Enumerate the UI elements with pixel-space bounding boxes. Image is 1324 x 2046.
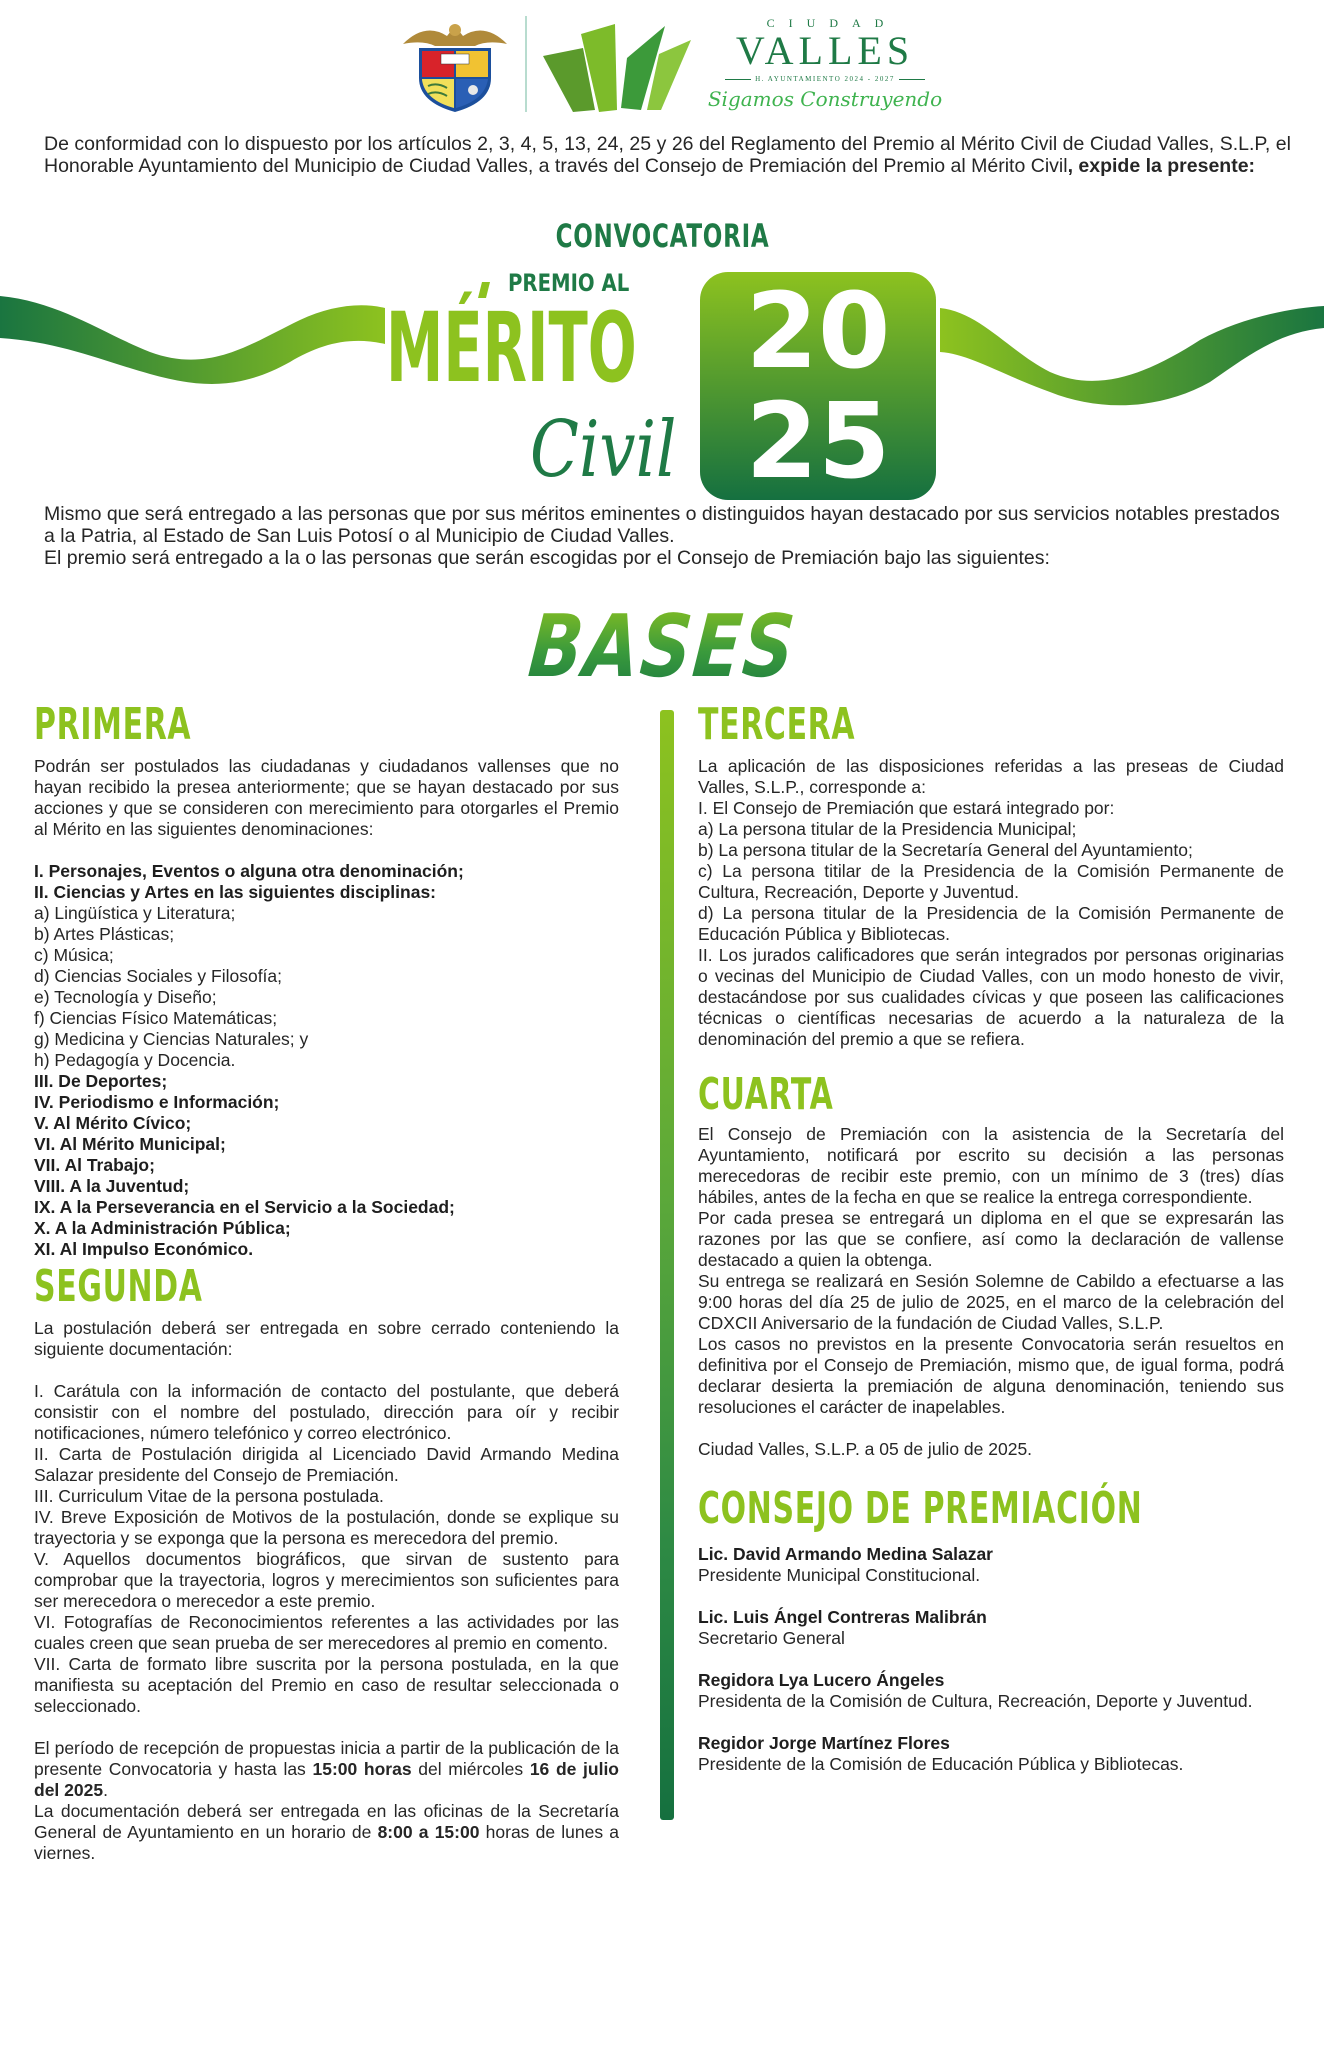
denomination-item: a) Lingüística y Literatura; [34, 903, 236, 923]
intro-text: De conformidad con lo dispuesto por los artículos 2, 3, 4, 5, 13, 24, 25 y 26 del Reglamento del Premio al Mérito Civil de Ciudad Valles, S.L.P, el Honorable Ayuntamiento del Municipio de Ciudad Valles, a través del Consejo de Premiación del Premio al Mérito Civil [44, 133, 1291, 177]
segunda-title-text: SEGUNDA [34, 1261, 203, 1312]
segunda-intro: La postulación deberá ser entregada en sobre cerrado conteniendo la siguiente documentación: [34, 1318, 619, 1359]
denomination-item: VIII. A la Juventud; [34, 1176, 190, 1196]
section-tercera [698, 700, 1284, 1050]
period-text: El período de recepción de propuestas inicia a partir de la publicación de la presente Convocatoria y hasta las [34, 1738, 619, 1779]
section-consejo [698, 1484, 1284, 1775]
cuarta-title-text: CUARTA [698, 1069, 834, 1120]
office-text: horas de lunes a viernes. [34, 1822, 619, 1863]
member-role: Presidente de la Comisión de Educación Pública y Bibliotecas. [698, 1754, 1184, 1774]
mid-paragraph [44, 503, 1291, 569]
denomination-item: e) Tecnología y Diseño; [34, 987, 217, 1007]
period-deadline-date: 16 de julio del 2025 [34, 1759, 619, 1800]
denomination-item: d) Ciencias Sociales y Filosofía; [34, 966, 283, 986]
year-bottom: 25 [745, 380, 891, 502]
convocatoria-title [0, 214, 1324, 258]
tercera-paragraph: a) La persona titular de la Presidencia Municipal; [698, 819, 1077, 839]
document-item: VI. Fotografías de Reconocimientos referentes a las actividades por las cuales creen que sean prueba de ser merecedores al premio en comento. [34, 1612, 619, 1653]
municipal-coat-of-arms-icon [395, 14, 515, 114]
member-role: Presidenta de la Comisión de Cultura, Recreación, Deporte y Juventud. [698, 1691, 1253, 1711]
cuarta-paragraph: Su entrega se realizará en Sesión Solemne de Cabildo a efectuarse a las 9:00 horas del día 25 de julio de 2025, en el marco de la celebración del CDXCII Aniversario de la fundación de Ciudad Valles, S.L.P. [698, 1271, 1284, 1333]
member-name: Lic. David Armando Medina Salazar [698, 1544, 993, 1564]
merito-label: MÉRITO [386, 292, 637, 404]
tercera-paragraph: La aplicación de las disposiciones referidas a las preseas de Ciudad Valles, S.L.P., corresponde a: [698, 756, 1284, 797]
period-text: del miércoles [411, 1759, 530, 1779]
consejo-member [698, 1733, 1284, 1775]
tercera-paragraph: II. Los jurados calificadores que serán integrados por personas originarias o vecinas del Municipio de Ciudad Valles, con un modo honesto de vivir, destacándose por sus cualidades cívicas y que poseen las calificaciones técnicas o científicas necesarias de acuerdo a la naturaleza de la denominación del premio a que se refiera. [698, 945, 1284, 1049]
premio-al-label: PREMIO AL [508, 269, 630, 297]
primera-denominations-list [34, 861, 619, 1260]
primera-title-text: PRIMERA [34, 699, 192, 750]
primera-intro: Podrán ser postulados las ciudadanas y ciudadanos vallenses que no hayan recibido la presea anteriormente; que se hayan destacado por sus acciones y que se consideren con merecimiento para otorgarles el Premio al Mérito en las siguientes denominaciones: [34, 756, 619, 839]
civil-script: Civil [530, 405, 677, 495]
denomination-item: V. Al Mérito Cívico; [34, 1113, 192, 1133]
office-hours [34, 1801, 619, 1864]
denomination-item: X. A la Administración Pública; [34, 1218, 291, 1238]
document-item: IV. Breve Exposición de Motivos de la postulación, donde se explique su trayectoria y se exponga que la persona es merecedora del premio. [34, 1507, 619, 1548]
document-item: II. Carta de Postulación dirigida al Licenciado David Armando Medina Salazar presidente del Consejo de Premiación. [34, 1444, 619, 1485]
denomination-item: VII. Al Trabajo; [34, 1155, 155, 1175]
logo-divider [525, 16, 527, 112]
document-item: V. Aquellos documentos biográficos, que sirvan de sustento para comprobar que la trayectoria, logros y merecimientos son suficientes para ser merecedora o merecedor a este premio. [34, 1549, 619, 1611]
document-item: I. Carátula con la información de contacto del postulante, que deberá consistir con el nombre del postulado, dirección para oír y recibir notificaciones, número telefónico y correo electrónico. [34, 1381, 619, 1443]
denomination-item: XI. Al Impulso Económico. [34, 1239, 254, 1259]
consejo-members-list [698, 1544, 1284, 1775]
denomination-item: IX. A la Perseverancia en el Servicio a la Sociedad; [34, 1197, 455, 1217]
consejo-member [698, 1607, 1284, 1649]
section-cuarta [698, 1070, 1284, 1460]
member-role: Presidente Municipal Constitucional. [698, 1565, 981, 1585]
right-column [698, 700, 1284, 1775]
tercera-paragraph: c) La persona titilar de la Presidencia de la Comisión Permanente de Cultura, Recreación, Deporte y Juventud. [698, 861, 1284, 902]
tercera-title [698, 700, 1284, 750]
denomination-item: h) Pedagogía y Docencia. [34, 1050, 236, 1070]
valles-wordmark [695, 14, 955, 114]
denomination-item: II. Ciencias y Artes en las siguientes disciplinas: [34, 882, 437, 902]
member-name: Regidora Lya Lucero Ángeles [698, 1670, 945, 1690]
logo-ayuntamiento: H. AYUNTAMIENTO 2024 - 2027 [695, 74, 955, 84]
denomination-item: g) Medicina y Ciencias Naturales; y [34, 1029, 309, 1049]
intro-paragraph [44, 133, 1291, 177]
bases-title-text: BASES [524, 597, 800, 697]
segunda-title [34, 1262, 619, 1312]
year-box [700, 272, 936, 500]
mid-line-2: El premio será entregado a la o las personas que serán escogidas por el Consejo de Premiación bajo las siguientes: [44, 547, 1050, 569]
valles-leaves-logo-icon [543, 18, 693, 114]
tercera-paragraph: d) La persona titular de la Presidencia de la Comisión Permanente de Educación Pública y Bibliotecas. [698, 903, 1284, 944]
member-name: Lic. Luis Ángel Contreras Malibrán [698, 1607, 987, 1627]
office-text: La documentación deberá ser entregada en las oficinas de la Secretaría General de Ayuntamiento en un horario de [34, 1801, 619, 1842]
reception-period [34, 1738, 619, 1801]
period-deadline-hour: 15:00 horas [312, 1759, 412, 1779]
left-column [34, 700, 619, 1864]
document-item: VII. Carta de formato libre suscrita por la persona postulada, en la que manifiesta su aceptación del Premio en caso de resultar seleccionada o seleccionado. [34, 1654, 619, 1716]
cuarta-paragraph: El Consejo de Premiación con la asistencia de la Secretaría del Ayuntamiento, notificará por escrito su decisión a las personas merecedoras de recibir este premio, con un mínimo de 3 (tres) días hábiles, antes de la fecha en que se realice la entrega correspondiente. [698, 1124, 1284, 1207]
tercera-title-text: TERCERA [698, 699, 856, 750]
intro-text-end: , expide la presente: [1067, 155, 1256, 177]
denomination-item: I. Personajes, Eventos o alguna otra denominación; [34, 861, 464, 881]
primera-title [34, 700, 619, 750]
consejo-title [698, 1484, 1284, 1534]
section-segunda [34, 1262, 619, 1864]
year-top: 20 [745, 270, 891, 392]
convocatoria-title-text: CONVOCATORIA [555, 217, 769, 255]
logo-valles: VALLES [735, 28, 915, 73]
denomination-item: III. De Deportes; [34, 1071, 168, 1091]
premio-merito-civil-banner [0, 262, 1324, 502]
logo-ciudad: CIUDAD [766, 16, 898, 30]
place-and-date: Ciudad Valles, S.L.P. a 05 de julio de 2025. [698, 1439, 1033, 1459]
banner-title-group [380, 262, 696, 502]
cuarta-title [698, 1070, 1284, 1120]
section-primera [34, 700, 619, 1260]
denomination-item: f) Ciencias Físico Matemáticas; [34, 1008, 278, 1028]
tercera-paragraph: I. El Consejo de Premiación que estará integrado por: [698, 798, 1115, 818]
denomination-item: VI. Al Mérito Municipal; [34, 1134, 226, 1154]
office-hours-range: 8:00 a 15:00 [377, 1822, 480, 1842]
ribbon-left [0, 296, 385, 384]
tercera-paragraph: b) La persona titular de la Secretaría General del Ayuntamiento; [698, 840, 1193, 860]
segunda-documents-list [34, 1381, 619, 1717]
logo-slogan: Sigamos Construyendo [707, 87, 943, 111]
header-logos [395, 14, 955, 114]
consejo-title-text: CONSEJO DE PREMIACIÓN [698, 1483, 1143, 1534]
member-role: Secretario General [698, 1628, 845, 1648]
bases-title [0, 598, 1324, 696]
document-item: III. Curriculum Vitae de la persona postulada. [34, 1486, 384, 1506]
ribbon-right [940, 306, 1324, 405]
period-text: . [103, 1780, 108, 1800]
consejo-member [698, 1544, 1284, 1586]
column-divider-bar [660, 710, 674, 1820]
denomination-item: IV. Periodismo e Información; [34, 1092, 280, 1112]
denomination-item: b) Artes Plásticas; [34, 924, 175, 944]
member-name: Regidor Jorge Martínez Flores [698, 1733, 950, 1753]
denomination-item: c) Música; [34, 945, 114, 965]
cuarta-paragraph: Los casos no previstos en la presente Convocatoria serán resueltos en definitiva por el Consejo de Premiación, mismo que, de igual forma, podrá declarar desierta la premiación de alguna denominación, teniendo sus resoluciones el carácter de inapelables. [698, 1334, 1284, 1417]
mid-line-1: Mismo que será entregado a las personas que por sus méritos eminentes o distinguidos hayan destacado por sus servicios notables prestados a la Patria, al Estado de San Luis Potosí o al Municipio de Ciudad Valles. [44, 503, 1280, 547]
cuarta-paragraph: Por cada presea se entregará un diploma en el que se expresarán las razones por las que se confiere, así como la declaración de vallense destacado a quien la obtenga. [698, 1208, 1284, 1270]
consejo-member [698, 1670, 1284, 1712]
